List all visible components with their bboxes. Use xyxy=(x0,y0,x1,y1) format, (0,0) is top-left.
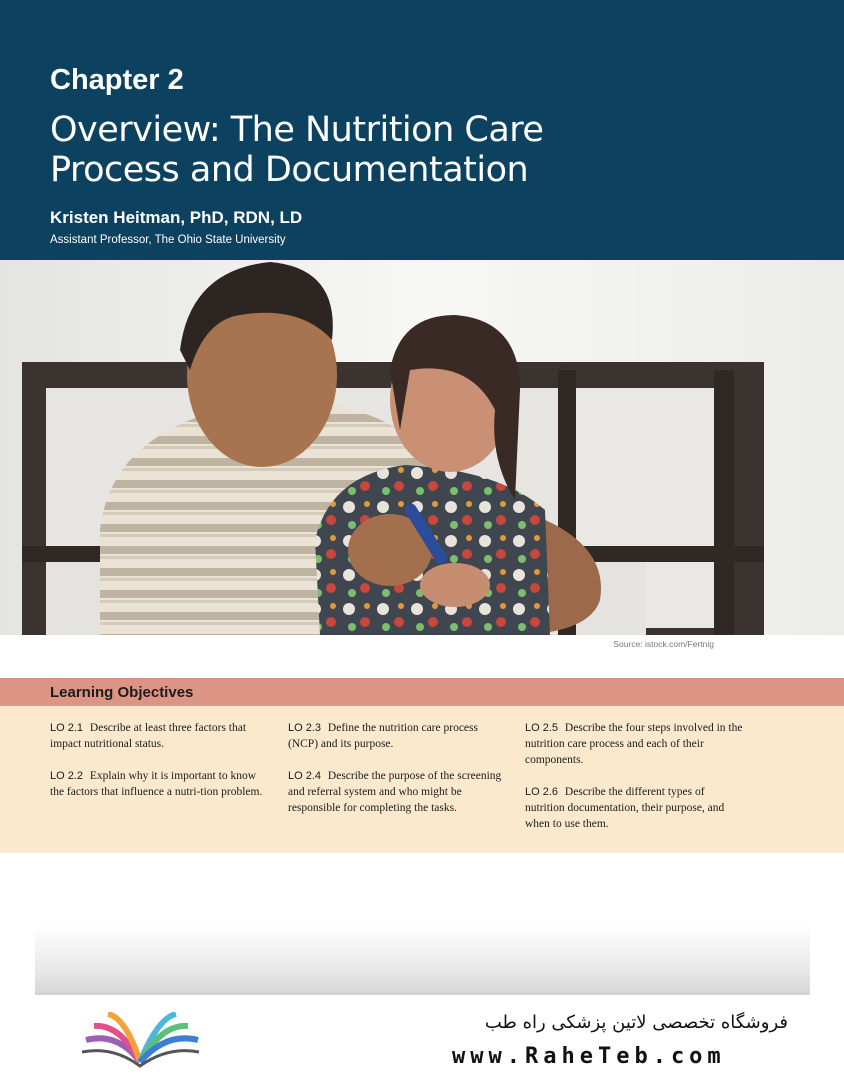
lo-item xyxy=(525,720,747,768)
lo-text: Define the nutrition care process (NCP) and its purpose. xyxy=(288,722,478,750)
learning-objectives-heading: Learning Objectives xyxy=(50,684,194,701)
lo-text: Describe the purpose of the screening and referral system and who might be responsible for completing the tasks. xyxy=(288,770,502,814)
lo-code: LO 2.3 xyxy=(288,722,322,734)
store-name: فروشگاه تخصصی لاتین پزشکی راه طب xyxy=(484,1012,788,1033)
learning-objectives-bar xyxy=(0,678,844,706)
lo-text: Explain why it is important to know the factors that influence a nutri-tion problem. xyxy=(50,770,263,798)
lo-text: Describe the different types of nutrition documentation, their purpose, and when to use them. xyxy=(525,786,725,830)
lo-column-2 xyxy=(288,720,510,832)
chapter-title-line-2: Process and Documentation xyxy=(50,150,529,190)
learning-objectives-panel xyxy=(0,706,844,853)
store-url: www.RaheTeb.com xyxy=(452,1044,726,1069)
lo-item xyxy=(288,768,510,816)
lo-item xyxy=(50,768,272,800)
father-daughter-glucose-test-photo xyxy=(0,260,844,635)
chapter-title-line-1: Overview: The Nutrition Care xyxy=(50,110,544,150)
footer-shadow xyxy=(35,925,810,995)
author-affiliation: Assistant Professor, The Ohio State University xyxy=(50,234,286,246)
chapter-header xyxy=(0,0,844,260)
author-name: Kristen Heitman, PhD, RDN, LD xyxy=(50,208,303,227)
lo-code: LO 2.2 xyxy=(50,770,84,782)
lo-column-3 xyxy=(525,720,747,848)
chapter-title xyxy=(50,110,790,190)
lo-code: LO 2.1 xyxy=(50,722,84,734)
photo-credit: Source: istock.com/Fertnig xyxy=(613,639,714,649)
lo-item xyxy=(288,720,510,752)
lo-item xyxy=(525,784,747,832)
lo-text: Describe at least three factors that impact nutritional status. xyxy=(50,722,247,750)
lo-item xyxy=(50,720,272,752)
lo-code: LO 2.5 xyxy=(525,722,559,734)
open-book-logo-icon xyxy=(78,1012,203,1072)
lo-code: LO 2.6 xyxy=(525,786,559,798)
lo-code: LO 2.4 xyxy=(288,770,322,782)
chapter-photo xyxy=(0,260,844,635)
lo-text: Describe the four steps involved in the nutrition care process and each of their components. xyxy=(525,722,743,766)
lo-column-1 xyxy=(50,720,272,816)
chapter-label: Chapter 2 xyxy=(50,64,184,96)
